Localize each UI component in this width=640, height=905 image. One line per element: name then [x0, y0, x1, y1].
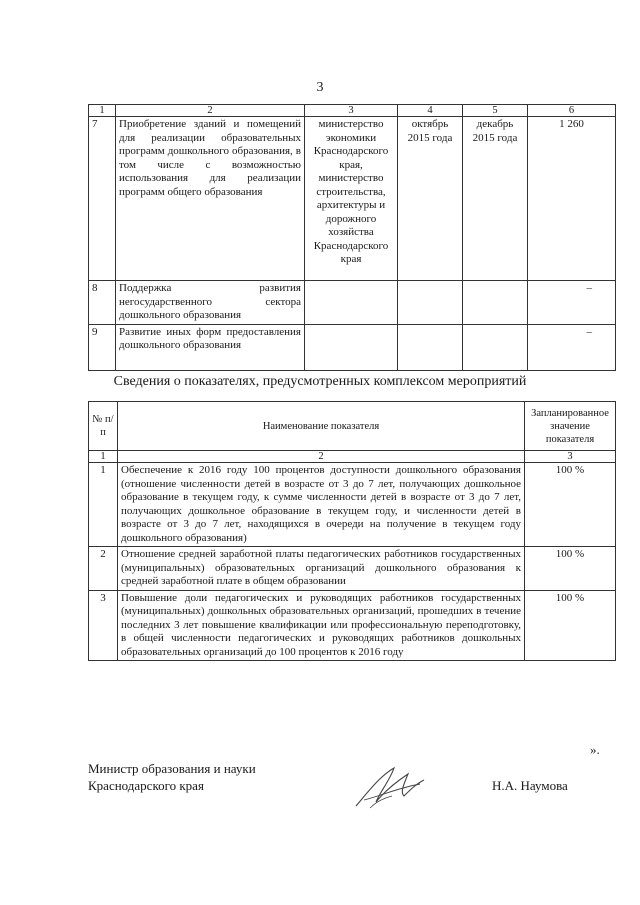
closing-quote: ». [590, 742, 600, 757]
activity-name: Развитие иных форм предоставления дошкольного образования [116, 324, 305, 370]
section-title: Сведения о показателях, предусмотренных комплексом мероприятий [113, 374, 527, 389]
activity-name: Приобретение зданий и помещений для реализации образовательных программ дошкольного образования, в том числе с возможностью использования для реализации программ общего образования [116, 117, 305, 281]
signatory-title-line: Краснодарского края [88, 778, 204, 793]
activity-end [463, 324, 528, 370]
activity-end: декабрь 2015 года [463, 117, 528, 281]
indicator-value: 100 % [525, 547, 616, 591]
activity-amount: – [586, 282, 592, 294]
table-row [89, 324, 616, 370]
subheader-cell: 1 [89, 451, 118, 463]
table-row [89, 547, 616, 591]
header-cell: 1 [89, 105, 116, 117]
activity-amount: – [586, 325, 592, 338]
activity-amount: 1 260 [528, 117, 616, 281]
header-cell: 6 [528, 105, 616, 117]
indicators-table [88, 401, 616, 661]
indicator-value: 100 % [525, 590, 616, 661]
subheader-cell: 3 [525, 451, 616, 463]
row-number: 3 [89, 590, 118, 661]
table-row [89, 463, 616, 547]
row-number: 9 [89, 324, 116, 370]
row-number: 7 [89, 117, 116, 281]
table-header-row [89, 402, 616, 451]
activity-start [398, 324, 463, 370]
activity-executor [305, 324, 398, 370]
indicator-name: Обеспечение к 2016 году 100 процентов доступности дошкольного образования (отношение численности детей в возрасте от 3 до 7 лет, получающих дошкольное образование в текущем году, к сумме численности детей в возрасте от 3 до 7 лет, получающих дошкольное образование в текущем году, и численности детей в возрасте от 3 до 7 лет, находящихся в очереди на получение в текущем году дошкольного образования) [118, 463, 525, 547]
activity-start [398, 281, 463, 325]
indicator-value: 100 % [525, 463, 616, 547]
header-value: Запланированное значение показателя [525, 402, 616, 451]
activity-end [463, 281, 528, 325]
table-row [89, 117, 616, 281]
header-cell: 5 [463, 105, 528, 117]
activity-start: октябрь 2015 года [398, 117, 463, 281]
row-number: 8 [89, 281, 116, 325]
table-row [89, 281, 616, 325]
signatory-title [88, 760, 256, 794]
activity-executor [305, 281, 398, 325]
header-name: Наименование показателя [118, 402, 525, 451]
header-num: № п/п [89, 402, 118, 451]
activities-table [88, 104, 616, 371]
handwritten-signature [350, 762, 430, 812]
signatory-name: Н.А. Наумова [492, 778, 568, 793]
indicator-name: Повышение доли педагогических и руководящих работников государственных (муниципальных) дошкольных образовательных организаций, прошедших в течение последних 3 лет повышение квалификации или профессиональную переподготовку, в общей численности педагогических и руководящих работников дошкольных образовательных организаций до 100 процентов к 2016 году [118, 590, 525, 661]
table-subheader-row [89, 451, 616, 463]
row-number: 2 [89, 547, 118, 591]
signatory-title-line: Министр образования и науки [88, 761, 256, 776]
page-number: 3 [316, 80, 324, 95]
subheader-cell: 2 [118, 451, 525, 463]
indicator-name: Отношение средней заработной платы педагогических работников государственных (муниципальных) образовательных организаций дошкольного образования к средней заработной плате в общем образовании [118, 547, 525, 591]
activity-name: Поддержка развития негосударственного сектора дошкольного образования [116, 281, 305, 325]
table-header-row [89, 105, 616, 117]
header-cell: 4 [398, 105, 463, 117]
row-number: 1 [89, 463, 118, 547]
activity-executor: министерство экономики Краснодарского края, министерство строительства, архитектуры и дорожного хозяйства Краснодарского края [305, 117, 398, 281]
header-cell: 2 [116, 105, 305, 117]
header-cell: 3 [305, 105, 398, 117]
table-row [89, 590, 616, 661]
